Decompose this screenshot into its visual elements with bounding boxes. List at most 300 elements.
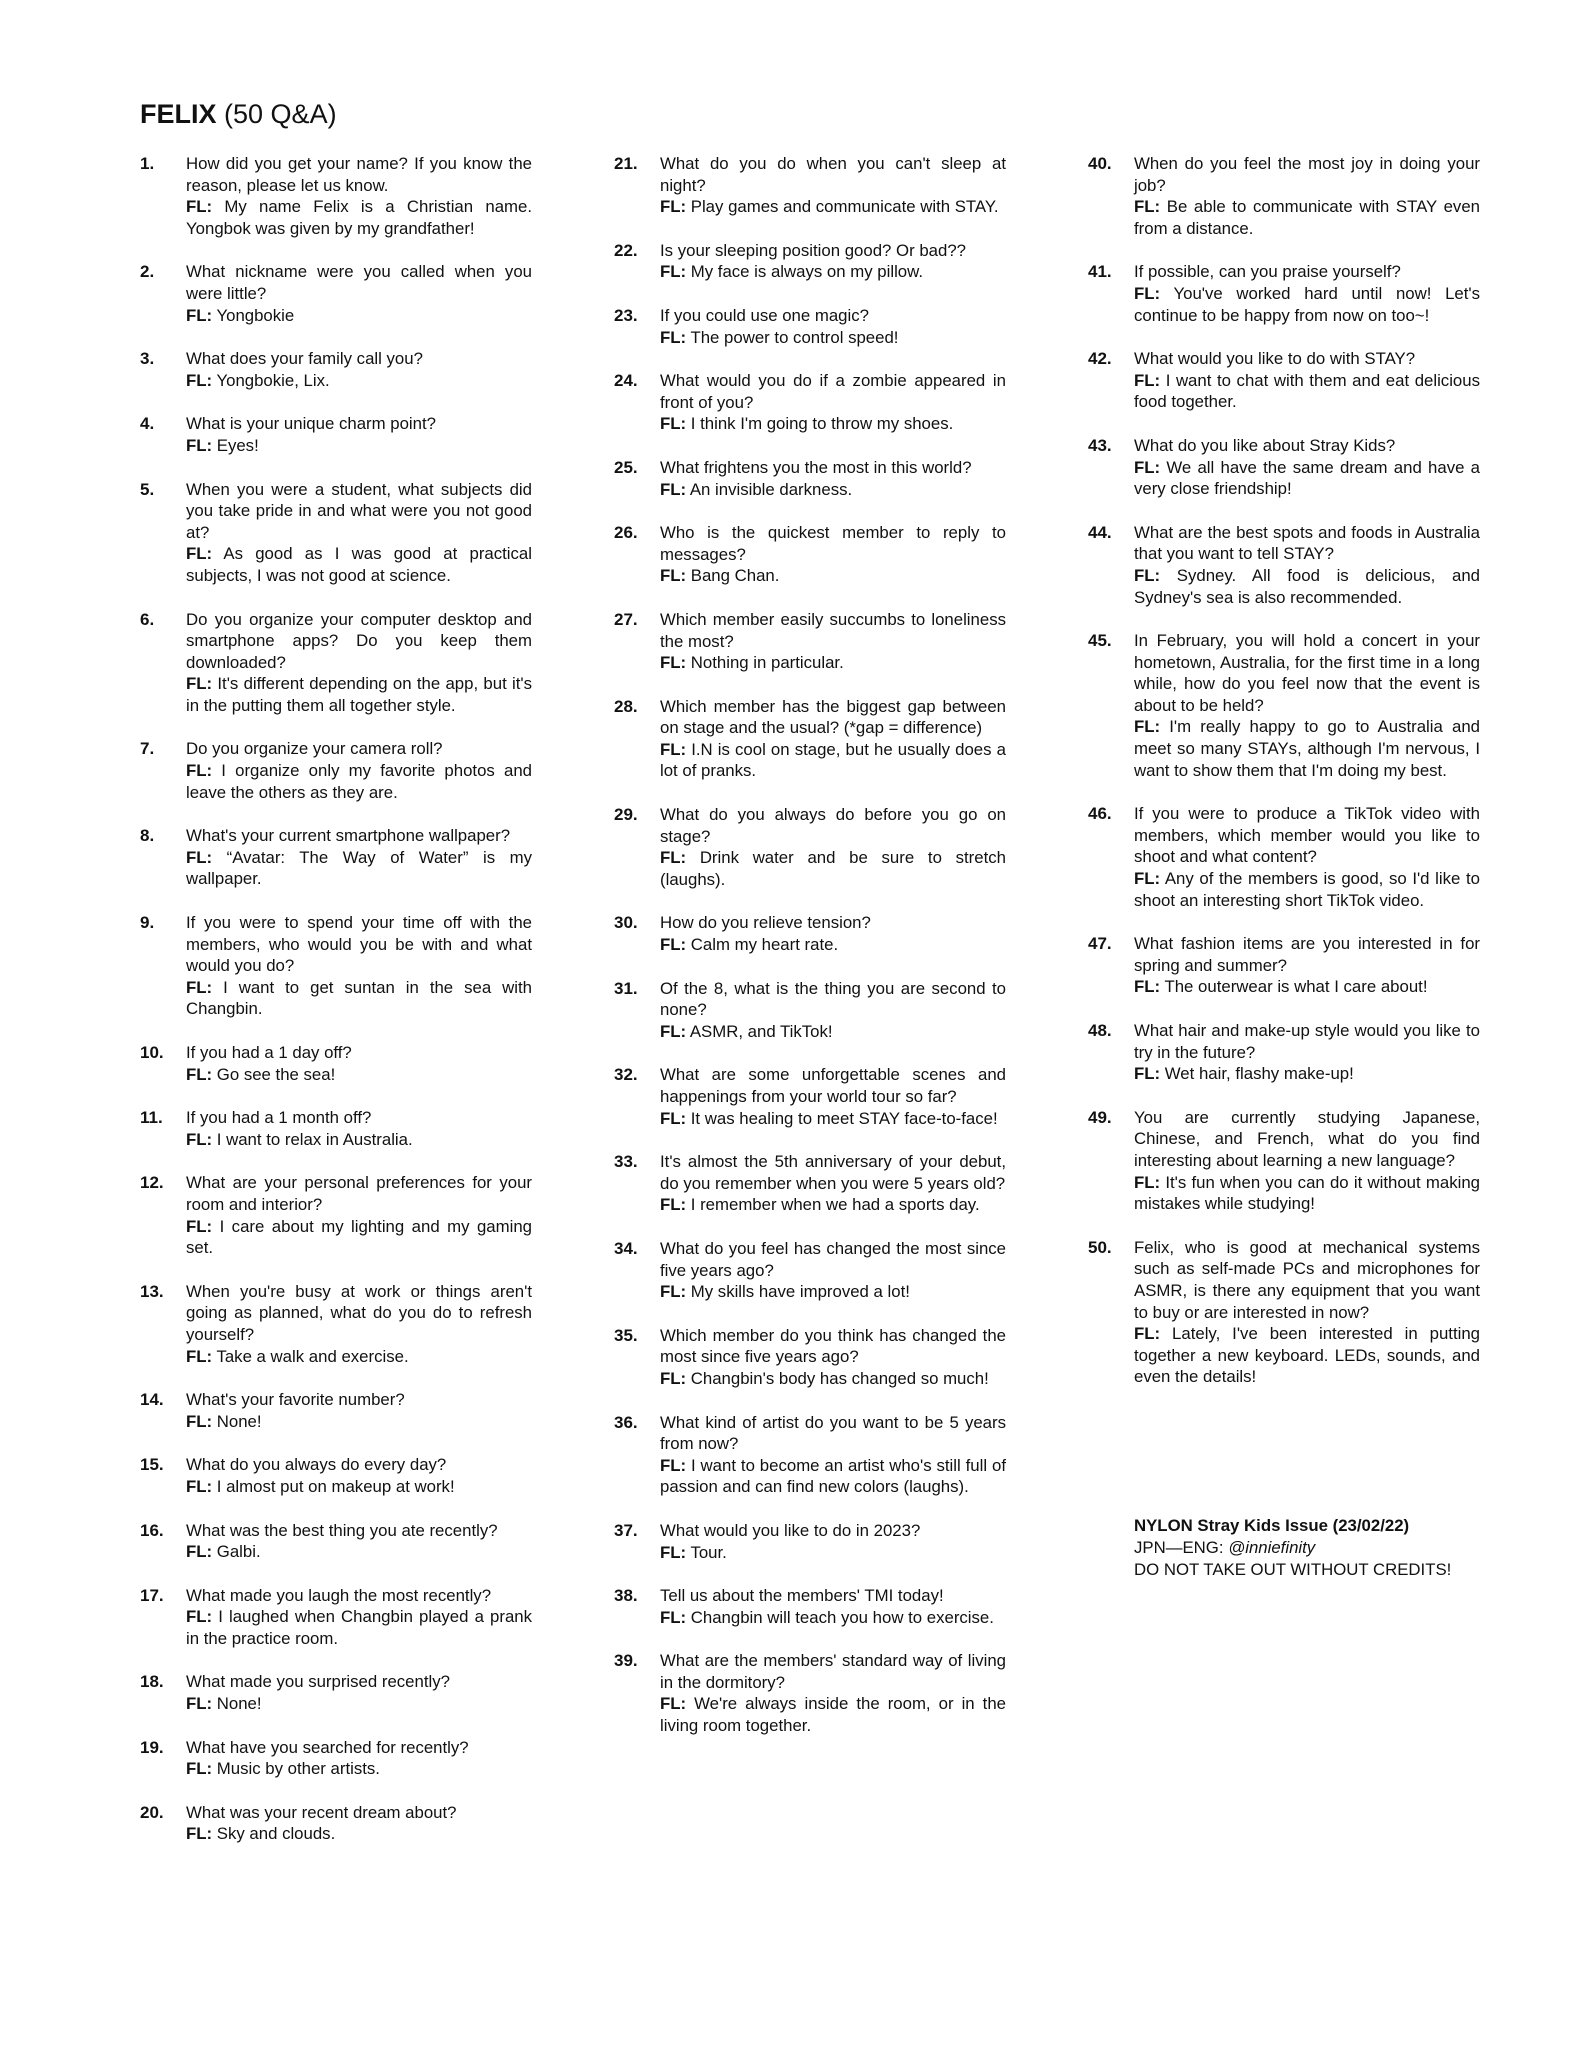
answer xyxy=(660,196,1006,218)
answer xyxy=(660,327,1006,349)
answer-text: Tour. xyxy=(690,1542,727,1562)
answer xyxy=(660,1542,1006,1564)
answer-text: Take a walk and exercise. xyxy=(216,1346,409,1366)
answer xyxy=(660,479,1006,501)
answer-text: I want to become an artist who's still full of passion and can find new colors (laughs). xyxy=(660,1455,1006,1497)
question-number: 29. xyxy=(614,805,638,825)
answer xyxy=(186,543,532,586)
answer-text: Nothing in particular. xyxy=(690,653,844,673)
question-number: 38. xyxy=(614,1586,638,1606)
answer-prefix: FL: xyxy=(186,977,213,997)
answer-text: Yongbokie, Lix. xyxy=(216,370,330,390)
question-text: What do you always do before you go on stage? xyxy=(660,805,1006,846)
question-number: 8. xyxy=(140,826,155,846)
question-text: If you could use one magic? xyxy=(660,305,869,325)
question-number: 45. xyxy=(1088,631,1112,651)
answer-text: Changbin's body has changed so much! xyxy=(690,1368,989,1388)
answer-text: We all have the same dream and have a very close friendship! xyxy=(1134,457,1480,499)
answer xyxy=(660,413,1006,435)
question-number: 26. xyxy=(614,523,638,543)
answer-text: Drink water and be sure to stretch (laughs). xyxy=(660,848,1006,889)
answer-prefix: FL: xyxy=(186,1694,213,1714)
qa-item xyxy=(140,1454,532,1497)
question-text: What are some unforgettable scenes and happenings from your world tour so far? xyxy=(660,1065,1006,1106)
title-subtitle: (50 Q&A) xyxy=(224,99,337,129)
answer xyxy=(186,977,532,1020)
question-text: Who is the quickest member to reply to messages? xyxy=(660,523,1006,564)
question-text: What does your family call you? xyxy=(186,349,423,369)
answer xyxy=(660,1693,1006,1736)
credits-block xyxy=(1134,1515,1451,1581)
title-name: FELIX xyxy=(140,99,217,129)
qa-item xyxy=(140,1389,532,1432)
answer-prefix: FL: xyxy=(186,1759,213,1779)
answer xyxy=(660,1607,1006,1629)
question-number: 48. xyxy=(1088,1021,1112,1040)
question-text: What are the best spots and foods in Australia that you want to tell STAY? xyxy=(1134,522,1480,564)
column-3 xyxy=(1088,153,1480,1388)
answer-prefix: FL: xyxy=(186,1346,213,1366)
question-text: How did you get your name? If you know the reason, please let us know. xyxy=(186,154,532,195)
answer xyxy=(186,370,532,392)
answer xyxy=(660,565,1006,587)
magazine-source: NYLON Stray Kids Issue (23/02/22) xyxy=(1134,1516,1410,1535)
question-text: Is your sleeping position good? Or bad?? xyxy=(660,240,966,260)
answer-text: Sky and clouds. xyxy=(216,1824,336,1844)
question-number: 35. xyxy=(614,1325,638,1345)
answer-text: My skills have improved a lot! xyxy=(690,1282,910,1302)
question-text: What was your recent dream about? xyxy=(186,1802,457,1822)
answer xyxy=(1134,283,1480,326)
answer-prefix: FL: xyxy=(186,1064,213,1084)
answer-text: Sydney. All food is delicious, and Sydney's sea is also recommended. xyxy=(1134,565,1480,607)
question-text: When you were a student, what subjects did you take pride in and what were you not good at? xyxy=(186,479,532,542)
answer-prefix: FL: xyxy=(1134,1064,1161,1084)
answer-text: I organize only my favorite photos and leave the others as they are. xyxy=(186,761,532,802)
answer xyxy=(186,673,532,716)
question-text: Of the 8, what is the thing you are second to none? xyxy=(660,978,1006,1020)
answer-text: Bang Chan. xyxy=(690,566,780,586)
qa-item xyxy=(1088,1107,1480,1215)
answer xyxy=(660,934,1006,956)
question-number: 40. xyxy=(1088,154,1112,173)
answer-prefix: FL: xyxy=(660,739,687,759)
answer-prefix: FL: xyxy=(1134,869,1161,889)
answer xyxy=(186,1476,532,1498)
answer-prefix: FL: xyxy=(186,435,213,455)
qa-item xyxy=(614,522,1006,587)
answer xyxy=(1134,1323,1480,1388)
translation-credit xyxy=(1134,1537,1451,1559)
answer-text: We're always inside the room, or in the living room together. xyxy=(660,1694,1006,1736)
question-text: How do you relieve tension? xyxy=(660,913,871,933)
question-text: If possible, can you praise yourself? xyxy=(1134,262,1401,282)
answer-prefix: FL: xyxy=(186,1216,213,1236)
qa-item xyxy=(1088,933,1480,998)
answer-prefix: FL: xyxy=(186,674,213,694)
answer-text: I want to get suntan in the sea with Changbin. xyxy=(186,977,532,1019)
answer-prefix: FL: xyxy=(660,1694,687,1714)
qa-item xyxy=(140,1172,532,1258)
answer-text: Play games and communicate with STAY. xyxy=(690,197,999,217)
answer xyxy=(660,1108,1006,1130)
question-number: 24. xyxy=(614,371,638,391)
answer-prefix: FL: xyxy=(660,262,687,282)
answer-prefix: FL: xyxy=(660,1195,687,1215)
answer xyxy=(660,1368,1006,1390)
answer xyxy=(186,1064,532,1086)
translation-label: JPN—ENG: xyxy=(1134,1538,1229,1557)
question-text: Felix, who is good at mechanical systems such as self-made PCs and microphones for ASMR, is there any equipment that you want to buy or are interested in now? xyxy=(1134,1237,1480,1322)
qa-item xyxy=(140,1802,532,1845)
question-number: 42. xyxy=(1088,349,1112,369)
question-number: 43. xyxy=(1088,435,1112,455)
answer-prefix: FL: xyxy=(660,414,687,434)
answer xyxy=(186,1346,532,1368)
question-number: 28. xyxy=(614,696,638,716)
question-number: 15. xyxy=(140,1455,164,1475)
question-text: You are currently studying Japanese, Chinese, and French, what do you find interesting about learning a new language? xyxy=(1134,1107,1480,1170)
answer-text: Go see the sea! xyxy=(216,1064,336,1084)
question-number: 7. xyxy=(140,739,155,759)
answer-text: Eyes! xyxy=(216,435,259,455)
answer-text: Music by other artists. xyxy=(216,1759,380,1779)
qa-item xyxy=(614,240,1006,283)
answer-text: None! xyxy=(216,1411,262,1431)
answer-text: I want to chat with them and eat delicious food together. xyxy=(1134,370,1480,412)
question-number: 44. xyxy=(1088,522,1112,542)
question-number: 46. xyxy=(1088,804,1112,824)
question-number: 2. xyxy=(140,262,155,282)
question-number: 19. xyxy=(140,1737,164,1757)
answer xyxy=(186,1693,532,1715)
answer xyxy=(186,305,532,327)
answer-text: I'm really happy to go to Australia and meet so many STAYs, although I'm nervous, I want to show them that I'm doing my best. xyxy=(1134,717,1480,780)
qa-item xyxy=(614,370,1006,435)
question-text: Which member do you think has changed the most since five years ago? xyxy=(660,1325,1006,1367)
question-text: What do you do when you can't sleep at night? xyxy=(660,154,1006,195)
question-text: What do you always do every day? xyxy=(186,1455,447,1475)
question-text: If you were to produce a TikTok video with members, which member would you like to shoot and what content? xyxy=(1134,804,1480,867)
qa-item xyxy=(614,153,1006,218)
answer xyxy=(660,261,1006,283)
question-text: If you were to spend your time off with the members, who would you be with and what would you do? xyxy=(186,913,532,976)
answer-prefix: FL: xyxy=(660,566,687,586)
question-text: If you had a 1 day off? xyxy=(186,1043,352,1062)
question-number: 32. xyxy=(614,1065,638,1085)
question-number: 30. xyxy=(614,913,638,933)
qa-item xyxy=(140,609,532,717)
answer-prefix: FL: xyxy=(1134,717,1161,737)
question-number: 20. xyxy=(140,1802,164,1822)
question-number: 11. xyxy=(140,1108,163,1128)
question-number: 13. xyxy=(140,1281,164,1301)
answer-prefix: FL: xyxy=(1134,370,1161,390)
answer-prefix: FL: xyxy=(660,935,687,955)
question-text: What are your personal preferences for your room and interior? xyxy=(186,1173,532,1214)
answer-text: It's fun when you can do it without making mistakes while studying! xyxy=(1134,1172,1480,1214)
answer xyxy=(1134,1172,1480,1215)
answer-prefix: FL: xyxy=(660,848,687,868)
qa-item xyxy=(614,1151,1006,1216)
question-text: What was the best thing you ate recently? xyxy=(186,1520,498,1540)
answer-text: I almost put on makeup at work! xyxy=(216,1476,455,1496)
question-number: 12. xyxy=(140,1173,164,1193)
answer-prefix: FL: xyxy=(186,370,213,390)
answer-prefix: FL: xyxy=(1134,1172,1161,1192)
answer-text: Yongbokie xyxy=(216,305,295,325)
question-number: 41. xyxy=(1088,262,1112,282)
answer-prefix: FL: xyxy=(660,1542,687,1562)
qa-item xyxy=(1088,153,1480,239)
answer-prefix: FL: xyxy=(1134,1324,1161,1344)
column-2 xyxy=(614,153,1006,1737)
answer xyxy=(186,435,532,457)
answer xyxy=(1134,370,1480,413)
answer-prefix: FL: xyxy=(186,305,213,325)
question-text: Tell us about the members' TMI today! xyxy=(660,1586,944,1606)
answer xyxy=(1134,1063,1480,1085)
qa-item xyxy=(614,1238,1006,1303)
qa-item xyxy=(614,1064,1006,1129)
answer xyxy=(660,739,1006,782)
answer-text: “Avatar: The Way of Water” is my wallpaper. xyxy=(186,847,532,889)
answer xyxy=(1134,976,1480,998)
answer-text: I laughed when Changbin played a prank in the practice room. xyxy=(186,1607,532,1648)
qa-item xyxy=(140,825,532,890)
answer xyxy=(660,652,1006,674)
answer-prefix: FL: xyxy=(1134,565,1161,585)
answer-text: The outerwear is what I care about! xyxy=(1164,977,1428,997)
question-number: 36. xyxy=(614,1412,638,1432)
question-text: What would you do if a zombie appeared in front of you? xyxy=(660,371,1006,412)
answer-prefix: FL: xyxy=(186,847,213,867)
question-text: Which member easily succumbs to loneliness the most? xyxy=(660,609,1006,651)
question-text: What kind of artist do you want to be 5 years from now? xyxy=(660,1412,1006,1454)
translator-handle: @inniefinity xyxy=(1228,1538,1316,1557)
qa-item xyxy=(614,1412,1006,1498)
question-number: 34. xyxy=(614,1238,638,1258)
question-number: 27. xyxy=(614,609,638,629)
answer-text: Changbin will teach you how to exercise. xyxy=(690,1607,994,1627)
answer-text: My face is always on my pillow. xyxy=(690,262,923,282)
question-text: What's your favorite number? xyxy=(186,1390,405,1410)
answer xyxy=(186,1606,532,1649)
page-title xyxy=(140,97,337,131)
answer xyxy=(186,847,532,890)
answer-prefix: FL: xyxy=(186,761,213,781)
answer-text: Wet hair, flashy make-up! xyxy=(1164,1064,1354,1084)
question-text: What fashion items are you interested in for spring and summer? xyxy=(1134,934,1480,975)
answer-prefix: FL: xyxy=(186,1607,213,1627)
answer-prefix: FL: xyxy=(1134,283,1161,303)
answer-prefix: FL: xyxy=(660,479,687,499)
question-number: 23. xyxy=(614,305,638,325)
question-number: 10. xyxy=(140,1043,164,1062)
qa-item xyxy=(614,1520,1006,1563)
answer-text: Be able to communicate with STAY even from a distance. xyxy=(1134,197,1480,238)
question-text: When do you feel the most joy in doing your job? xyxy=(1134,154,1480,195)
answer xyxy=(1134,457,1480,500)
question-text: What's your current smartphone wallpaper? xyxy=(186,826,511,846)
answer xyxy=(186,1823,532,1845)
qa-item xyxy=(614,1325,1006,1390)
qa-item xyxy=(140,912,532,1020)
answer xyxy=(186,1216,532,1259)
answer-text: I want to relax in Australia. xyxy=(216,1129,413,1149)
question-number: 9. xyxy=(140,913,155,933)
qa-item xyxy=(614,978,1006,1043)
answer-text: My name Felix is a Christian name. Yongbok was given by my grandfather! xyxy=(186,197,532,238)
answer-prefix: FL: xyxy=(660,653,687,673)
answer-text: It's different depending on the app, but it's in the putting them all together style. xyxy=(186,674,533,715)
answer xyxy=(186,1758,532,1780)
qa-item xyxy=(140,1520,532,1563)
answer-prefix: FL: xyxy=(1134,457,1161,477)
question-text: What nickname were you called when you were little? xyxy=(186,262,532,303)
qa-item xyxy=(140,153,532,239)
qa-item xyxy=(614,696,1006,782)
answer-text: Calm my heart rate. xyxy=(690,935,839,955)
answer-prefix: FL: xyxy=(186,1824,213,1844)
question-number: 1. xyxy=(140,154,155,173)
answer-prefix: FL: xyxy=(660,1108,687,1128)
question-number: 16. xyxy=(140,1520,164,1540)
question-number: 31. xyxy=(614,978,638,998)
answer-text: Any of the members is good, so I'd like to shoot an interesting short TikTok video. xyxy=(1134,869,1480,910)
answer-prefix: FL: xyxy=(660,1282,687,1302)
answer-text: I think I'm going to throw my shoes. xyxy=(690,414,954,434)
answer-text: It was healing to meet STAY face-to-face! xyxy=(690,1108,998,1128)
answer-text: I remember when we had a sports day. xyxy=(690,1195,980,1215)
qa-item xyxy=(1088,1237,1480,1388)
qa-item xyxy=(1088,435,1480,500)
qa-item xyxy=(614,305,1006,348)
answer-prefix: FL: xyxy=(186,1476,213,1496)
question-text: It's almost the 5th anniversary of your debut, do you remember when you were 5 years old? xyxy=(660,1152,1006,1193)
qa-item xyxy=(140,261,532,326)
answer xyxy=(660,847,1006,890)
answer-text: None! xyxy=(216,1694,262,1714)
question-text: What are the members' standard way of living in the dormitory? xyxy=(660,1651,1006,1692)
answer xyxy=(1134,196,1480,239)
question-text: In February, you will hold a concert in your hometown, Australia, for the first time in a long while, how do you feel now that the event is about to be held? xyxy=(1134,631,1480,715)
question-number: 50. xyxy=(1088,1237,1112,1257)
answer xyxy=(186,760,532,803)
question-number: 21. xyxy=(614,154,638,173)
answer-prefix: FL: xyxy=(660,1368,687,1388)
answer-prefix: FL: xyxy=(660,1455,687,1475)
question-number: 37. xyxy=(614,1520,638,1540)
answer xyxy=(186,1411,532,1433)
question-number: 33. xyxy=(614,1152,638,1172)
qa-item xyxy=(614,457,1006,500)
question-text: If you had a 1 month off? xyxy=(186,1108,372,1128)
question-text: Do you organize your camera roll? xyxy=(186,739,443,759)
qa-item xyxy=(140,479,532,587)
answer-text: The power to control speed! xyxy=(690,327,899,347)
answer-prefix: FL: xyxy=(1134,197,1161,217)
answer-text: An invisible darkness. xyxy=(689,479,853,499)
answer-prefix: FL: xyxy=(186,544,213,564)
answer-text: You've worked hard until now! Let's continue to be happy from now on too~! xyxy=(1134,283,1480,325)
question-number: 5. xyxy=(140,479,155,499)
answer-text: Galbi. xyxy=(216,1542,261,1562)
qa-item xyxy=(1088,348,1480,413)
qa-item xyxy=(140,1585,532,1650)
answer-prefix: FL: xyxy=(660,1607,687,1627)
question-text: What do you feel has changed the most since five years ago? xyxy=(660,1238,1006,1280)
answer xyxy=(186,1541,532,1563)
qa-item xyxy=(614,1585,1006,1628)
question-number: 18. xyxy=(140,1672,164,1692)
question-text: When you're busy at work or things aren't going as planned, what do you do to refresh yourself? xyxy=(186,1281,532,1344)
qa-item xyxy=(140,413,532,456)
answer-prefix: FL: xyxy=(186,197,213,217)
qa-item xyxy=(140,1042,532,1085)
answer-prefix: FL: xyxy=(186,1411,213,1431)
question-number: 49. xyxy=(1088,1107,1112,1127)
answer-text: I.N is cool on stage, but he usually does a lot of pranks. xyxy=(660,739,1006,781)
question-text: What do you like about Stray Kids? xyxy=(1134,435,1396,455)
question-number: 47. xyxy=(1088,934,1112,954)
answer xyxy=(660,1194,1006,1216)
answer xyxy=(186,1129,532,1151)
question-text: What hair and make-up style would you like to try in the future? xyxy=(1134,1021,1480,1062)
qa-item xyxy=(140,1671,532,1714)
question-text: Which member has the biggest gap between on stage and the usual? (*gap = difference) xyxy=(660,696,1006,738)
qa-item xyxy=(140,738,532,803)
answer xyxy=(660,1281,1006,1303)
answer-text: As good as I was good at practical subjects, I was not good at science. xyxy=(186,544,532,585)
question-number: 6. xyxy=(140,609,155,629)
question-number: 4. xyxy=(140,414,155,434)
qa-item xyxy=(140,1107,532,1150)
qa-item xyxy=(140,1281,532,1367)
qa-item xyxy=(1088,522,1480,608)
question-text: What would you like to do in 2023? xyxy=(660,1520,921,1540)
answer-prefix: FL: xyxy=(186,1542,213,1562)
question-text: What is your unique charm point? xyxy=(186,414,436,434)
question-number: 14. xyxy=(140,1390,164,1410)
question-number: 39. xyxy=(614,1651,638,1671)
question-text: What would you like to do with STAY? xyxy=(1134,349,1416,369)
qa-item xyxy=(1088,261,1480,326)
qa-item xyxy=(1088,1020,1480,1085)
answer-prefix: FL: xyxy=(660,197,687,217)
credits-notice: DO NOT TAKE OUT WITHOUT CREDITS! xyxy=(1134,1560,1452,1579)
answer-prefix: FL: xyxy=(186,1129,213,1149)
qa-item xyxy=(1088,803,1480,911)
question-number: 22. xyxy=(614,240,638,260)
question-text: Do you organize your computer desktop and smartphone apps? Do you keep them downloaded? xyxy=(186,609,532,672)
answer xyxy=(186,196,532,239)
qa-item xyxy=(140,348,532,391)
qa-item xyxy=(614,609,1006,674)
qa-item xyxy=(140,1737,532,1780)
question-number: 17. xyxy=(140,1585,164,1605)
qa-item xyxy=(614,1650,1006,1736)
qa-item xyxy=(614,912,1006,955)
answer-text: I care about my lighting and my gaming set. xyxy=(186,1216,532,1258)
question-text: What made you laugh the most recently? xyxy=(186,1585,492,1605)
answer xyxy=(1134,868,1480,911)
column-1 xyxy=(140,153,532,1845)
qa-item xyxy=(1088,630,1480,781)
question-text: What frightens you the most in this world? xyxy=(660,457,972,477)
question-number: 3. xyxy=(140,349,155,369)
answer-prefix: FL: xyxy=(660,1021,687,1041)
